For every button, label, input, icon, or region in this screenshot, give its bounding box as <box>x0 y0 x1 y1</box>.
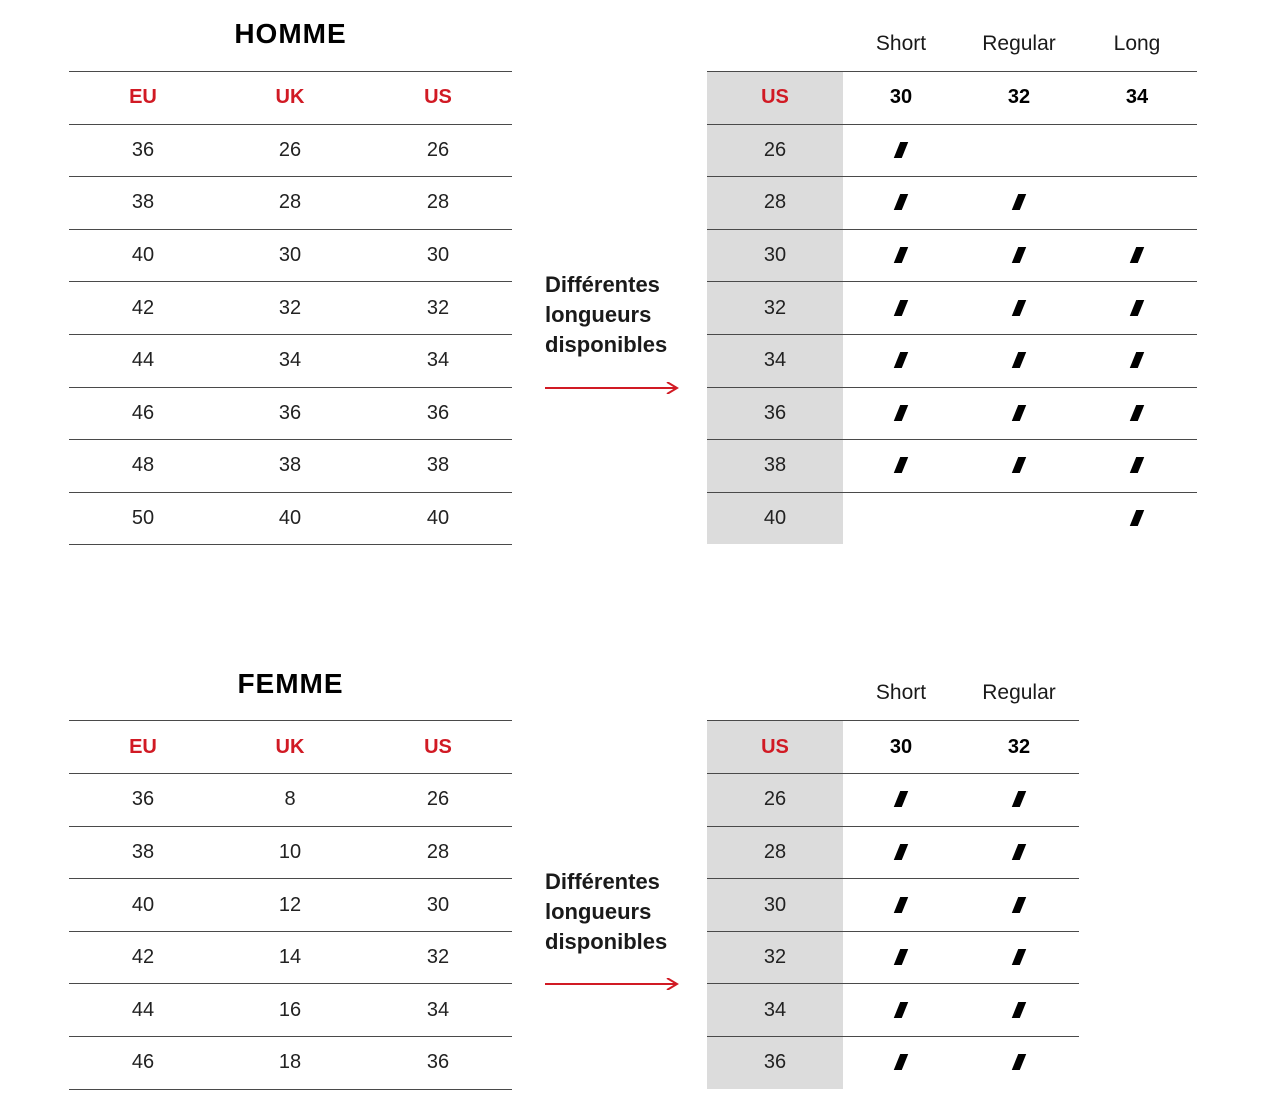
homme-size-cell: 44 <box>131 349 155 372</box>
check-slash-icon <box>1012 1002 1026 1018</box>
femme-length-size-cell: 32 <box>763 946 787 969</box>
check-slash-icon <box>1012 457 1026 473</box>
femme-size-table-top-rule <box>69 720 512 721</box>
check-slash-icon <box>894 897 908 913</box>
check-slash-icon <box>894 142 908 158</box>
check-slash-icon <box>894 300 908 316</box>
check-slash-icon <box>1012 844 1026 860</box>
homme-length-table-rule <box>707 387 1197 388</box>
homme-size-cell: 40 <box>426 507 450 529</box>
homme-col-header-eu: EU <box>129 86 157 109</box>
homme-length-table-rule <box>707 124 1197 125</box>
homme-size-table-rule <box>69 492 512 493</box>
homme-length-size-cell: 36 <box>763 401 787 424</box>
homme-length-value-32: 32 <box>1007 86 1031 109</box>
homme-note-line: Différentes <box>545 272 660 297</box>
femme-size-cell: 38 <box>131 840 155 863</box>
femme-size-cell: 18 <box>278 1051 302 1074</box>
femme-length-table-rule <box>707 983 1079 984</box>
homme-size-cell: 48 <box>131 454 155 477</box>
check-slash-icon <box>894 1054 908 1070</box>
femme-length-name-regular: Regular <box>982 681 1056 705</box>
homme-size-table-rule <box>69 334 512 335</box>
femme-size-cell: 12 <box>278 893 302 916</box>
femme-col-header-eu: EU <box>129 735 157 758</box>
homme-size-cell: 30 <box>426 244 450 266</box>
check-slash-icon <box>1130 405 1144 421</box>
check-slash-icon <box>1130 300 1144 316</box>
homme-length-table-rule <box>707 439 1197 440</box>
arrow-right-icon <box>545 381 679 393</box>
homme-length-value-30: 30 <box>889 86 913 109</box>
check-slash-icon <box>1130 247 1144 263</box>
homme-col-header-us: US <box>424 86 452 109</box>
femme-size-cell: 34 <box>426 998 450 1021</box>
check-slash-icon <box>1012 897 1026 913</box>
femme-length-size-cell: 34 <box>763 998 787 1021</box>
check-slash-icon <box>894 405 908 421</box>
femme-size-cell: 36 <box>131 788 155 811</box>
homme-length-size-cell: 38 <box>763 454 787 477</box>
femme-length-table-rule <box>707 773 1079 774</box>
homme-size-cell: 42 <box>131 296 155 319</box>
femme-length-table-rule <box>707 931 1079 932</box>
femme-length-table-rule <box>707 1036 1079 1037</box>
femme-size-table-rule <box>69 1089 512 1090</box>
femme-size-cell: 28 <box>426 840 450 863</box>
check-slash-icon <box>894 194 908 210</box>
femme-size-table-rule <box>69 826 512 827</box>
check-slash-icon <box>1012 194 1026 210</box>
homme-size-cell: 30 <box>278 244 302 266</box>
check-slash-icon <box>1130 510 1144 526</box>
homme-size-cell: 28 <box>426 191 450 214</box>
femme-size-cell: 40 <box>131 893 155 916</box>
homme-size-cell: 38 <box>131 191 155 214</box>
check-slash-icon <box>894 457 908 473</box>
homme-length-us-header: US <box>761 86 789 109</box>
homme-length-table-rule <box>707 176 1197 177</box>
femme-size-table-rule <box>69 983 512 984</box>
femme-size-cell: 36 <box>426 1051 450 1074</box>
femme-size-cell: 8 <box>284 788 296 811</box>
femme-length-table-rule <box>707 826 1079 827</box>
homme-length-table-rule <box>707 334 1197 335</box>
homme-size-cell: 28 <box>278 191 302 214</box>
femme-note-line: longueurs <box>545 899 652 924</box>
arrow-right-icon <box>545 977 679 989</box>
femme-availability-note <box>545 867 667 957</box>
femme-length-size-cell: 30 <box>763 893 787 916</box>
homme-size-cell: 38 <box>426 454 450 477</box>
femme-length-value-30: 30 <box>889 735 913 758</box>
femme-length-size-cell: 28 <box>763 840 787 863</box>
femme-note-line: Différentes <box>545 869 660 894</box>
homme-size-cell: 32 <box>278 296 302 319</box>
femme-size-cell: 32 <box>426 946 450 969</box>
check-slash-icon <box>1012 300 1026 316</box>
homme-size-cell: 36 <box>426 401 450 424</box>
homme-size-cell: 26 <box>278 138 302 161</box>
homme-length-size-cell: 34 <box>763 349 787 372</box>
femme-size-cell: 42 <box>131 946 155 969</box>
homme-col-header-uk: UK <box>275 86 305 109</box>
homme-size-cell: 36 <box>278 401 302 424</box>
homme-size-cell: 36 <box>131 138 155 161</box>
homme-length-table-rule <box>707 71 1197 72</box>
homme-note-line: longueurs <box>545 302 652 327</box>
femme-length-value-32: 32 <box>1007 735 1031 758</box>
homme-size-table-top-rule <box>69 71 512 72</box>
homme-availability-note <box>545 270 667 360</box>
homme-length-name-short: Short <box>875 31 927 55</box>
homme-size-table-rule <box>69 544 512 545</box>
check-slash-icon <box>894 791 908 807</box>
homme-length-table-rule <box>707 229 1197 230</box>
homme-size-cell: 46 <box>131 401 155 424</box>
check-slash-icon <box>1012 791 1026 807</box>
femme-size-table-rule <box>69 773 512 774</box>
femme-size-cell: 30 <box>426 893 450 916</box>
check-slash-icon <box>894 1002 908 1018</box>
homme-note-line: disponibles <box>545 332 668 357</box>
homme-size-cell: 32 <box>426 296 450 319</box>
homme-length-size-cell: 30 <box>763 244 787 266</box>
femme-length-table-rule <box>707 720 1079 721</box>
femme-note-line: disponibles <box>545 929 668 954</box>
check-slash-icon <box>1012 247 1026 263</box>
homme-length-size-cell: 32 <box>763 296 787 319</box>
femme-size-table-rule <box>69 1036 512 1037</box>
homme-size-table-rule <box>69 229 512 230</box>
homme-size-cell: 38 <box>278 454 302 477</box>
homme-size-cell: 40 <box>131 244 155 266</box>
homme-size-cell: 26 <box>426 138 450 161</box>
check-slash-icon <box>894 247 908 263</box>
femme-length-us-header: US <box>761 735 789 758</box>
femme-length-name-short: Short <box>875 681 927 705</box>
femme-size-cell: 46 <box>131 1051 155 1074</box>
homme-size-cell: 34 <box>426 349 450 372</box>
check-slash-icon <box>1130 457 1144 473</box>
homme-length-table-rule <box>707 492 1197 493</box>
femme-size-cell: 10 <box>278 840 302 863</box>
homme-size-cell: 50 <box>131 507 155 529</box>
femme-size-cell: 26 <box>426 788 450 811</box>
homme-size-table-rule <box>69 124 512 125</box>
homme-length-name-long: Long <box>1113 31 1161 55</box>
femme-length-table-rule <box>707 878 1079 879</box>
homme-size-table-rule <box>69 176 512 177</box>
femme-col-header-uk: UK <box>275 735 305 758</box>
homme-length-table-rule <box>707 281 1197 282</box>
homme-length-value-34: 34 <box>1125 86 1149 109</box>
check-slash-icon <box>894 844 908 860</box>
check-slash-icon <box>1012 405 1026 421</box>
femme-size-cell: 44 <box>131 998 155 1021</box>
check-slash-icon <box>1012 352 1026 368</box>
femme-size-cell: 16 <box>278 998 302 1021</box>
femme-size-table-rule <box>69 931 512 932</box>
femme-title: FEMME <box>237 668 344 699</box>
homme-size-cell: 40 <box>278 507 302 529</box>
homme-title: HOMME <box>234 18 347 49</box>
femme-size-cell: 14 <box>278 946 302 969</box>
homme-size-cell: 34 <box>278 349 302 372</box>
femme-length-size-cell: 36 <box>763 1051 787 1074</box>
check-slash-icon <box>894 949 908 965</box>
femme-size-table-rule <box>69 878 512 879</box>
check-slash-icon <box>1130 352 1144 368</box>
homme-length-size-cell: 28 <box>763 191 787 214</box>
homme-size-table-rule <box>69 439 512 440</box>
femme-col-header-us: US <box>424 735 452 758</box>
homme-length-size-cell: 40 <box>763 507 787 529</box>
check-slash-icon <box>1012 949 1026 965</box>
check-slash-icon <box>894 352 908 368</box>
homme-length-name-regular: Regular <box>982 31 1056 55</box>
homme-size-table-rule <box>69 281 512 282</box>
femme-length-size-cell: 26 <box>763 788 787 811</box>
homme-size-table-rule <box>69 387 512 388</box>
homme-length-size-cell: 26 <box>763 138 787 161</box>
check-slash-icon <box>1012 1054 1026 1070</box>
